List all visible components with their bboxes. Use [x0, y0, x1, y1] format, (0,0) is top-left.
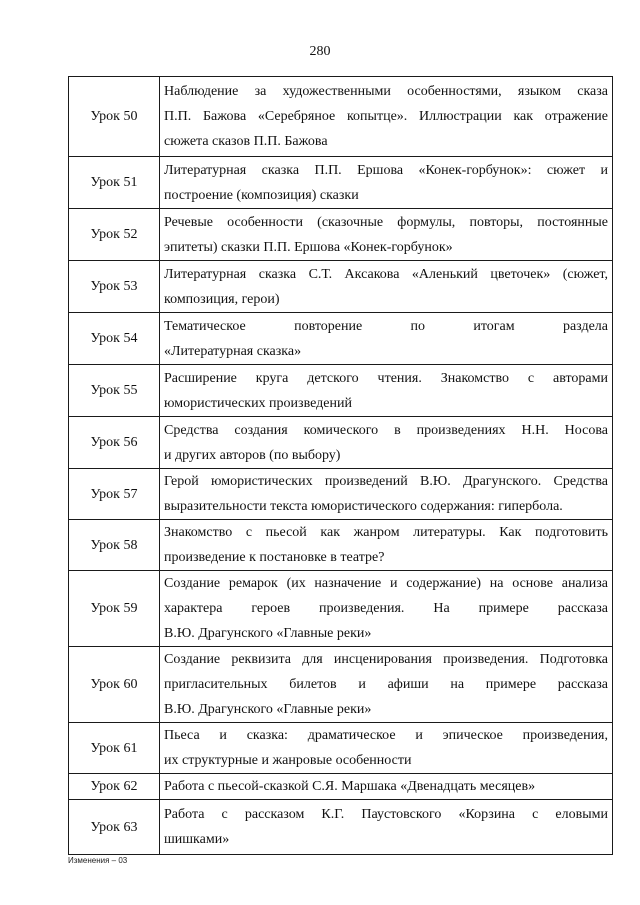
lesson-description: [160, 313, 613, 365]
lesson-description-line: Литературная сказка С.Т. Аксакова «Аленький цветочек» (сюжет,: [164, 266, 608, 282]
lesson-number: Урок 58: [69, 520, 160, 571]
lesson-description: [160, 647, 613, 723]
lesson-number: Урок 53: [69, 261, 160, 313]
lesson-description-line: выразительности текста юмористического содержания: гипербола.: [164, 499, 563, 514]
table-row: [69, 261, 613, 313]
lesson-description-line: Знакомство с пьесой как жанром литературы. Как подготовить: [164, 525, 608, 540]
lesson-description: [160, 723, 613, 774]
lesson-description: [160, 157, 613, 209]
lesson-description: [160, 469, 613, 520]
table-row: [69, 365, 613, 417]
lesson-description-line: Средства создания комического в произведениях Н.Н. Носова: [164, 422, 608, 438]
lesson-description: [160, 365, 613, 417]
lesson-number: Урок 57: [69, 469, 160, 520]
lesson-number: Урок 62: [69, 774, 160, 800]
lesson-number: Урок 60: [69, 647, 160, 723]
lesson-description: [160, 774, 613, 800]
lesson-description-line: и других авторов (по выбору): [164, 447, 341, 463]
lesson-number: Урок 50: [69, 77, 160, 157]
lesson-number: Урок 56: [69, 417, 160, 469]
table-row: [69, 571, 613, 647]
lesson-description: [160, 209, 613, 261]
table-row: [69, 469, 613, 520]
footer-revision: Изменения – 03: [68, 856, 128, 865]
lesson-description-line: композиция, герои): [164, 291, 280, 307]
lesson-description-line: построение (композиция) сказки: [164, 187, 359, 203]
lesson-plan-table: [68, 76, 613, 855]
table-row: [69, 157, 613, 209]
lesson-description: [160, 800, 613, 855]
lesson-number: Урок 54: [69, 313, 160, 365]
lesson-description-line: Создание реквизита для инсценирования произведения. Подготовка: [164, 652, 608, 667]
lesson-number: Урок 55: [69, 365, 160, 417]
lesson-description: [160, 417, 613, 469]
lesson-description-line: характера героев произведения. На примере рассказа: [164, 601, 608, 616]
lesson-description-line: Наблюдение за художественными особенностями, языком сказа: [164, 84, 608, 99]
table-row: [69, 520, 613, 571]
lesson-description-line: В.Ю. Драгунского «Главные реки»: [164, 702, 372, 717]
lesson-description-line: «Литературная сказка»: [164, 343, 302, 359]
lesson-number: Урок 52: [69, 209, 160, 261]
lesson-description-line: Речевые особенности (сказочные формулы, повторы, постоянные: [164, 214, 608, 230]
table-row: [69, 313, 613, 365]
lesson-description: [160, 520, 613, 571]
table-row: [69, 77, 613, 157]
table-row: [69, 209, 613, 261]
lesson-description-line: пригласительных билетов и афиши на примере рассказа: [164, 677, 608, 692]
lesson-description-line: Герой юмористических произведений В.Ю. Драгунского. Средства: [164, 474, 608, 489]
lesson-description-line: Тематическое повторение по итогам раздела: [164, 318, 608, 334]
lesson-number: Урок 63: [69, 800, 160, 855]
table-row: [69, 774, 613, 800]
lesson-description: [160, 261, 613, 313]
lesson-description-line: произведение к постановке в театре?: [164, 550, 385, 565]
page-number: 280: [309, 44, 331, 59]
lesson-description-line: Работа с рассказом К.Г. Паустовского «Корзина с еловыми: [164, 807, 608, 822]
lesson-description: [160, 571, 613, 647]
lesson-description-line: В.Ю. Драгунского «Главные реки»: [164, 626, 372, 641]
lesson-description-line: юмористических произведений: [164, 395, 352, 411]
lesson-description-line: эпитеты) сказки П.П. Ершова «Конек-горбунок»: [164, 239, 453, 255]
table-row: [69, 417, 613, 469]
lesson-description-line: Создание ремарок (их назначение и содержание) на основе анализа: [164, 576, 608, 591]
lesson-number: Урок 51: [69, 157, 160, 209]
lesson-number: Урок 61: [69, 723, 160, 774]
lesson-description: [160, 77, 613, 157]
lesson-description-line: их структурные и жанровые особенности: [164, 753, 412, 768]
table-row: [69, 723, 613, 774]
lesson-description-line: шишками»: [164, 832, 230, 847]
table-row: [69, 647, 613, 723]
lesson-description-line: Литературная сказка П.П. Ершова «Конек-горбунок»: сюжет и: [164, 162, 608, 178]
lesson-description-line: Работа с пьесой-сказкой С.Я. Маршака «Двенадцать месяцев»: [164, 779, 536, 794]
lesson-description-line: сюжета сказов П.П. Бажова: [164, 134, 328, 149]
table-row: [69, 800, 613, 855]
lesson-description-line: Расширение круга детского чтения. Знакомство с авторами: [164, 370, 608, 386]
lesson-number: Урок 59: [69, 571, 160, 647]
lesson-description-line: П.П. Бажова «Серебряное копытце». Иллюстрации как отражение: [164, 109, 608, 124]
lesson-description-line: Пьеса и сказка: драматическое и эпическое произведения,: [164, 728, 608, 743]
